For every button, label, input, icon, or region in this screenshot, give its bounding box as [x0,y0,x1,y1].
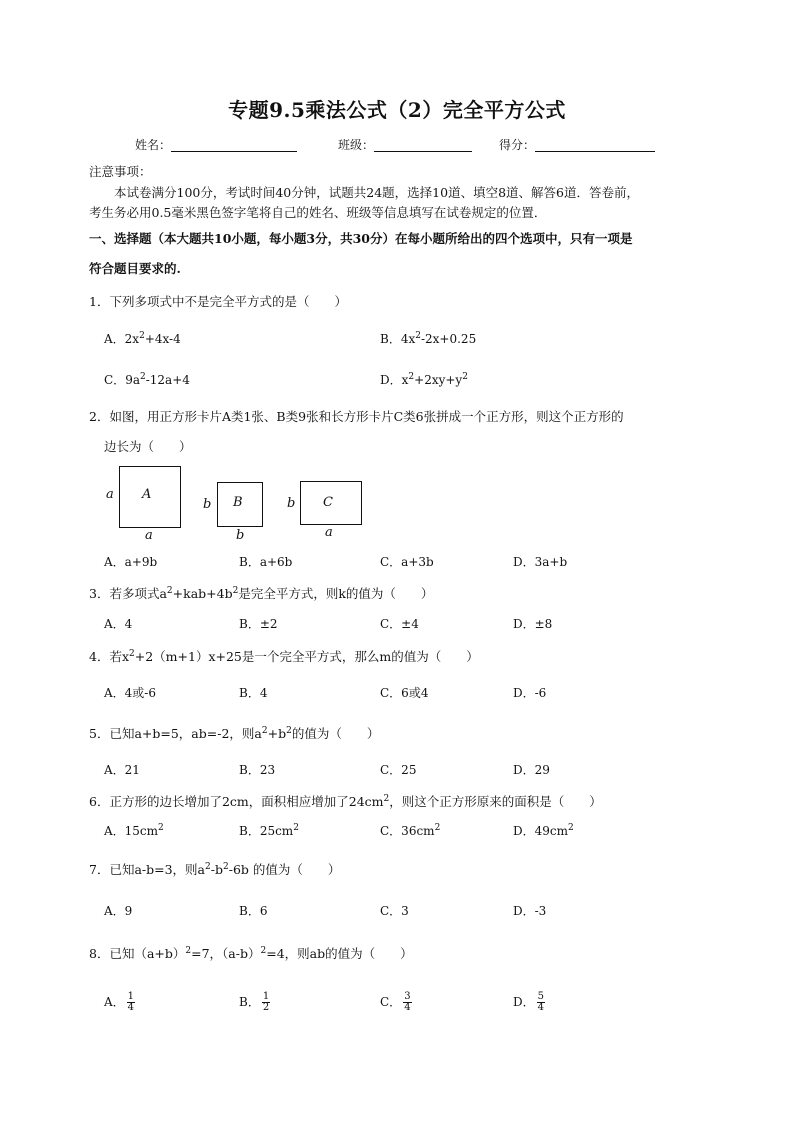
question-2-stem-line-2: 边长为（ ） [104,439,192,454]
question-7-option-d: D．-3 [513,904,547,918]
notice-line-2: 考生务必用0.5毫米黑色签字笔将自己的姓名、班级等信息填写在试卷规定的位置． [89,205,547,220]
name-label: 姓名： [135,138,172,152]
question-2-stem-line-1: 2．如图，用正方形卡片A类1张、B类9张和长方形卡片C类6张拼成一个正方形，则这个正方形的 [89,409,624,424]
question-3-option-d: D．±8 [513,617,553,631]
question-8-option-c: C． $\frac{3}{4}$ [380,991,411,1013]
question-5-option-c: C．25 [380,763,417,777]
section-heading-line-1: 一、选择题（本大题共10小题，每小题3分，共30分）在每小题所给出的四个选项中，只有一项是 [89,231,633,246]
question-5-stem: 5．已知a+b=5，ab=-2，则$a^2+b^2$的值为（ ） [89,726,380,741]
question-7-option-c: C．3 [380,904,409,918]
question-8-option-a: A． $\frac{1}{4}$ [104,991,135,1013]
card-a-side-label: a [106,487,114,502]
question-1-option-d: D．$x^2+2xy+y^2$ [380,372,468,387]
question-8-stem: 8．已知$(a+b)^2=7$，$(a-b)^2=4$，则ab的值为（ ） [89,946,413,961]
class-field [338,136,472,153]
question-5-option-a: A．21 [104,763,140,777]
name-blank [171,138,297,152]
question-4-option-c: C．6或4 [380,686,429,700]
question-1-option-a: A．$2x^2+4x-4$ [104,331,181,346]
question-4-option-b: B．4 [239,686,268,700]
question-1-option-c: C．$9a^2-12a+4$ [104,372,190,387]
fraction-one-half: $\frac{1}{2}$ [262,991,270,1013]
question-2-option-d: D．3a+b [513,555,568,569]
score-field [499,136,655,153]
question-6-option-a: A．$15cm^2$ [104,823,164,838]
score-label: 得分： [499,138,536,152]
question-3-option-b: B．±2 [239,617,278,631]
card-c-label: C [323,495,333,510]
question-6-option-d: D．$49cm^2$ [513,823,574,838]
question-3-stem: 3．若多项式$a^2+kab+4b^2$是完全平方式，则k的值为（ ） [89,586,434,601]
card-b-side-label: b [203,497,212,512]
question-4-option-a: A．4或-6 [104,686,156,700]
question-2-option-b: B．a+6b [239,555,293,569]
question-5-option-d: D．29 [513,763,550,777]
card-b-bottom-label: b [236,528,245,543]
question-7-stem: 7．已知a-b=3，则$a^2-b^2-6b$ 的值为（ ） [89,862,341,877]
question-6-option-c: C．$36cm^2$ [380,823,441,838]
question-8-option-d: D． $\frac{5}{4}$ [513,991,544,1013]
notice-heading: 注意事项： [89,164,152,179]
question-2-option-a: A．a+9b [104,555,158,569]
fraction-one-quarter: $\frac{1}{4}$ [127,991,135,1013]
card-c-side-label: b [287,496,296,511]
card-a-bottom-label: a [145,528,153,543]
question-8-option-b: B． $\frac{1}{2}$ [239,991,270,1013]
question-3-option-a: A．4 [104,617,133,631]
class-label: 班级： [338,138,375,152]
question-4-stem: 4．若$x^2+2(m+1)x+25$是一个完全平方式，那么m的值为（ ） [89,649,479,664]
page-title: 专题9.5乘法公式（2）完全平方公式 [228,98,566,122]
score-blank [535,138,655,152]
name-field [135,136,297,153]
fraction-three-quarters: $\frac{3}{4}$ [404,991,411,1013]
fraction-five-quarters: $\frac{5}{4}$ [537,991,544,1013]
question-1-stem: 1．下列多项式中不是完全平方式的是（ ） [89,294,347,309]
question-3-option-c: C．±4 [380,617,419,631]
question-4-option-d: D．-6 [513,686,547,700]
question-1-option-b: B．$4x^2-2x+0.25$ [380,331,477,346]
notice-line-1: 本试卷满分100分，考试时间40分钟，试题共24题，选择10道、填空8道、解答6道．答卷前， [114,185,639,200]
question-7-option-b: B．6 [239,904,268,918]
card-c-bottom-label: a [325,525,333,540]
question-5-option-b: B．23 [239,763,276,777]
class-blank [374,138,472,152]
question-6-stem: 6．正方形的边长增加了2cm，面积相应增加了$24cm^2$，则这个正方形原来的面积是（ ） [89,794,602,809]
card-b-label: B [233,495,243,510]
card-a-label: A [142,487,152,502]
question-6-option-b: B．$25cm^2$ [239,823,299,838]
question-7-option-a: A．9 [104,904,133,918]
question-2-option-c: C．a+3b [380,555,434,569]
section-heading-line-2: 符合题目要求的. [89,261,181,276]
